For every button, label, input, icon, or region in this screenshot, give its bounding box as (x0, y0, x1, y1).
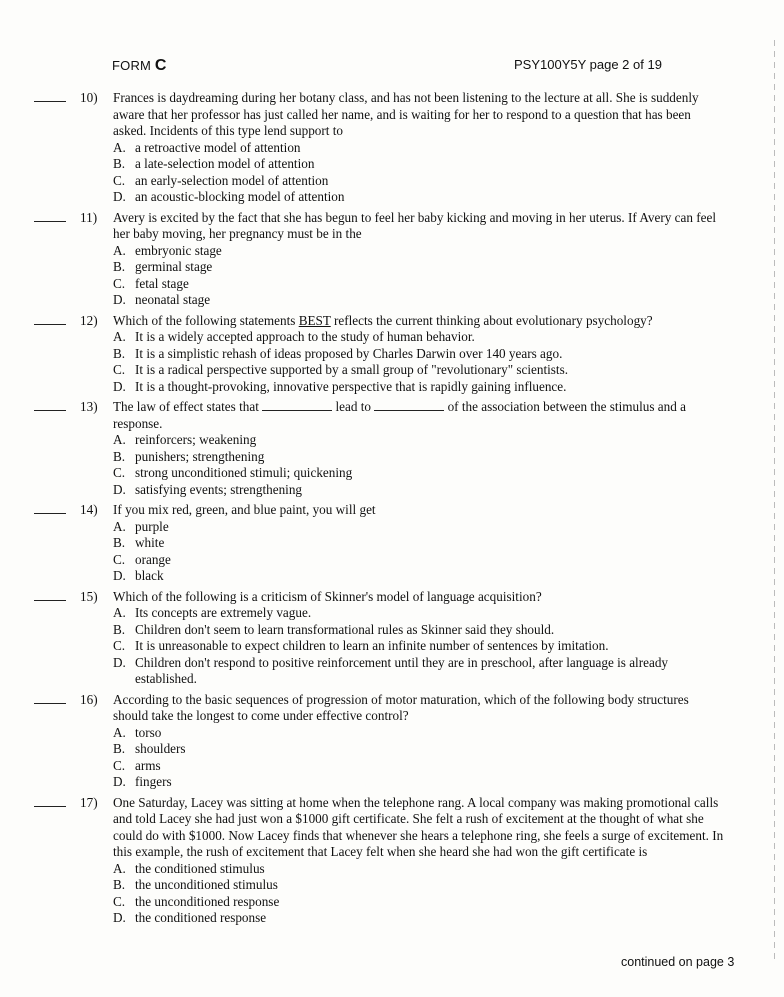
option-text: the conditioned response (135, 910, 267, 925)
option-letter: A. (113, 242, 126, 258)
option-letter: B. (113, 448, 126, 464)
option-list (113, 432, 784, 498)
question-number: 13) (80, 399, 98, 414)
option-text: shoulders (135, 741, 186, 756)
question-stem: Frances is daydreaming during her botany class, and has not been listening to the lecture at all. She is suddenly aware that her professor has just called her name, and is waiting for her to respond to a question that has been asked. Incidents of this type lend support to (113, 90, 699, 138)
option-list (113, 329, 784, 395)
fill-in-blank (374, 400, 444, 411)
answer-blank-12[interactable] (34, 324, 66, 325)
option-text: neonatal stage (135, 292, 211, 307)
option-d (113, 189, 725, 206)
option-text: satisfying events; strengthening (135, 481, 303, 497)
option-list (113, 140, 784, 206)
option-letter: C. (113, 757, 126, 773)
option-letter: B. (113, 621, 126, 637)
option-letter: B. (113, 259, 126, 274)
option-text: black (135, 568, 164, 583)
option-a (113, 329, 725, 346)
option-letter: A. (113, 518, 126, 534)
option-text: torso (135, 724, 162, 740)
option-a (113, 140, 725, 157)
option-a (113, 519, 725, 536)
option-list (113, 605, 784, 688)
option-list (113, 243, 784, 309)
option-d (113, 482, 725, 499)
option-letter: D. (113, 189, 126, 204)
answer-blank-14[interactable] (34, 513, 66, 514)
form-letter: C (154, 57, 167, 74)
option-letter: C. (113, 275, 126, 291)
option-a (113, 432, 725, 449)
option-text: a retroactive model of attention (135, 139, 301, 155)
option-c (113, 894, 725, 911)
option-letter: C. (113, 893, 126, 909)
option-text: reinforcers; weakening (135, 432, 257, 447)
question-10 (0, 90, 784, 206)
question-15 (0, 589, 784, 688)
option-letter: A. (113, 329, 126, 344)
option-letter: C. (113, 172, 126, 188)
option-text: an early-selection model of attention (135, 172, 329, 188)
option-text: orange (135, 551, 171, 567)
answer-blank-15[interactable] (34, 600, 66, 601)
option-d (113, 568, 725, 585)
option-c (113, 173, 725, 190)
option-letter: B. (113, 535, 126, 550)
option-letter: D. (113, 654, 126, 670)
option-c (113, 758, 725, 775)
question-17 (0, 795, 784, 927)
option-text: Children don't respond to positive reinforcement until they are in preschool, after language is already established. (135, 654, 669, 686)
question-number: 10) (80, 90, 98, 105)
question-stem: Which of the following is a criticism of Skinner's model of language acquisition? (113, 588, 542, 604)
option-letter: D. (113, 774, 126, 789)
option-letter: B. (113, 345, 126, 361)
question-number: 17) (80, 794, 98, 810)
option-c (113, 276, 725, 293)
question-list (0, 90, 784, 927)
option-text: Children don't seem to learn transformational rules as Skinner said they should. (135, 621, 555, 637)
option-text: It is a thought-provoking, innovative perspective that is rapidly gaining influence. (135, 378, 567, 394)
question-number: 12) (80, 312, 98, 328)
option-a (113, 243, 725, 260)
option-text: strong unconditioned stimuli; quickening (135, 465, 353, 480)
question-13 (0, 399, 784, 498)
option-text: white (135, 535, 165, 550)
option-text: embryonic stage (135, 242, 222, 258)
fill-in-blank (262, 400, 332, 411)
question-number: 11) (80, 209, 98, 225)
question-stem (113, 399, 725, 432)
form-label (112, 57, 167, 75)
option-letter: B. (113, 741, 126, 756)
option-letter: D. (113, 568, 126, 583)
question-stem: If you mix red, green, and blue paint, you will get (113, 502, 376, 517)
answer-blank-11[interactable] (34, 221, 66, 222)
option-letter: A. (113, 139, 126, 155)
question-number: 14) (80, 502, 98, 517)
option-text: It is unreasonable to expect children to learn an infinite number of sentences by imitation. (135, 638, 609, 653)
option-text: Its concepts are extremely vague. (135, 605, 312, 620)
option-letter: A. (113, 724, 126, 740)
option-text: It is a simplistic rehash of ideas proposed by Charles Darwin over 140 years ago. (135, 345, 563, 361)
option-list (113, 725, 784, 791)
option-text: the unconditioned response (135, 893, 280, 909)
question-16 (0, 692, 784, 791)
question-stem (113, 313, 725, 330)
form-label-text: FORM (112, 58, 152, 73)
option-text: arms (135, 757, 161, 773)
option-b (113, 346, 725, 363)
option-list (113, 519, 784, 585)
option-letter: D. (113, 378, 126, 394)
option-letter: C. (113, 551, 126, 567)
stem-emphasis: BEST (298, 312, 331, 328)
option-b (113, 622, 725, 639)
stem-text: of the association between the stimulus and a response. (113, 399, 686, 431)
question-12 (0, 313, 784, 396)
option-a (113, 725, 725, 742)
option-text: fetal stage (135, 275, 189, 291)
option-d (113, 292, 725, 309)
option-text: a late-selection model of attention (135, 156, 315, 171)
option-text: the unconditioned stimulus (135, 877, 278, 892)
question-number: 15) (80, 588, 98, 604)
question-stem: One Saturday, Lacey was sitting at home when the telephone rang. A local company was making promotional calls and told Lacey she had just won a $1000 gift certificate. She felt a rush of excitement at the thought of what she could do with $1000. Now Lacey finds that whenever she hears a telephone ring, she feels a surge of excitement. In this example, the rush of excitement that Lacey felt when she heard she had won the gift certificate is (113, 794, 724, 859)
option-letter: A. (113, 605, 126, 620)
option-b (113, 449, 725, 466)
answer-blank-17[interactable] (34, 806, 66, 807)
option-letter: D. (113, 481, 126, 497)
option-text: an acoustic-blocking model of attention (135, 189, 345, 204)
option-letter: B. (113, 877, 126, 892)
stem-text: The law of effect states that (113, 399, 259, 414)
answer-blank-10[interactable] (34, 101, 66, 102)
option-text: It is a radical perspective supported by a small group of "revolutionary" scientists. (135, 362, 569, 377)
option-c (113, 362, 725, 379)
option-list (113, 861, 784, 927)
option-letter: A. (113, 860, 126, 876)
option-text: It is a widely accepted approach to the study of human behavior. (135, 329, 475, 344)
stem-text: lead to (335, 399, 371, 414)
option-d (113, 774, 725, 791)
stem-text: Which of the following statements (113, 312, 299, 328)
option-d (113, 910, 725, 927)
option-b (113, 877, 725, 894)
option-a (113, 861, 725, 878)
option-c (113, 638, 725, 655)
question-14 (0, 502, 784, 585)
option-letter: B. (113, 156, 126, 171)
option-text: purple (135, 518, 169, 534)
stem-text: reflects the current thinking about evolutionary psychology? (330, 312, 653, 328)
option-letter: C. (113, 362, 126, 377)
option-text: fingers (135, 774, 172, 789)
option-letter: A. (113, 432, 126, 447)
option-text: punishers; strengthening (135, 448, 265, 464)
option-letter: D. (113, 910, 126, 925)
option-letter: D. (113, 292, 126, 307)
answer-blank-16[interactable] (34, 703, 66, 704)
question-number: 16) (80, 691, 98, 707)
option-d (113, 655, 725, 688)
question-11 (0, 210, 784, 309)
option-letter: C. (113, 465, 126, 480)
option-text: germinal stage (135, 259, 213, 274)
option-letter: C. (113, 638, 126, 653)
course-page-indicator: PSY100Y5Y page 2 of 19 (514, 57, 662, 72)
option-c (113, 552, 725, 569)
answer-blank-13[interactable] (34, 410, 66, 411)
option-a (113, 605, 725, 622)
option-c (113, 465, 725, 482)
option-b (113, 259, 725, 276)
continued-footer: continued on page 3 (621, 955, 735, 969)
option-text: the conditioned stimulus (135, 860, 265, 876)
question-stem: According to the basic sequences of progression of motor maturation, which of the following body structures should take the longest to come under effective control? (113, 691, 689, 723)
option-b (113, 156, 725, 173)
option-b (113, 741, 725, 758)
question-stem: Avery is excited by the fact that she has begun to feel her baby kicking and moving in her uterus. If Avery can feel her baby moving, her pregnancy must be in the (113, 209, 716, 241)
option-b (113, 535, 725, 552)
option-d (113, 379, 725, 396)
